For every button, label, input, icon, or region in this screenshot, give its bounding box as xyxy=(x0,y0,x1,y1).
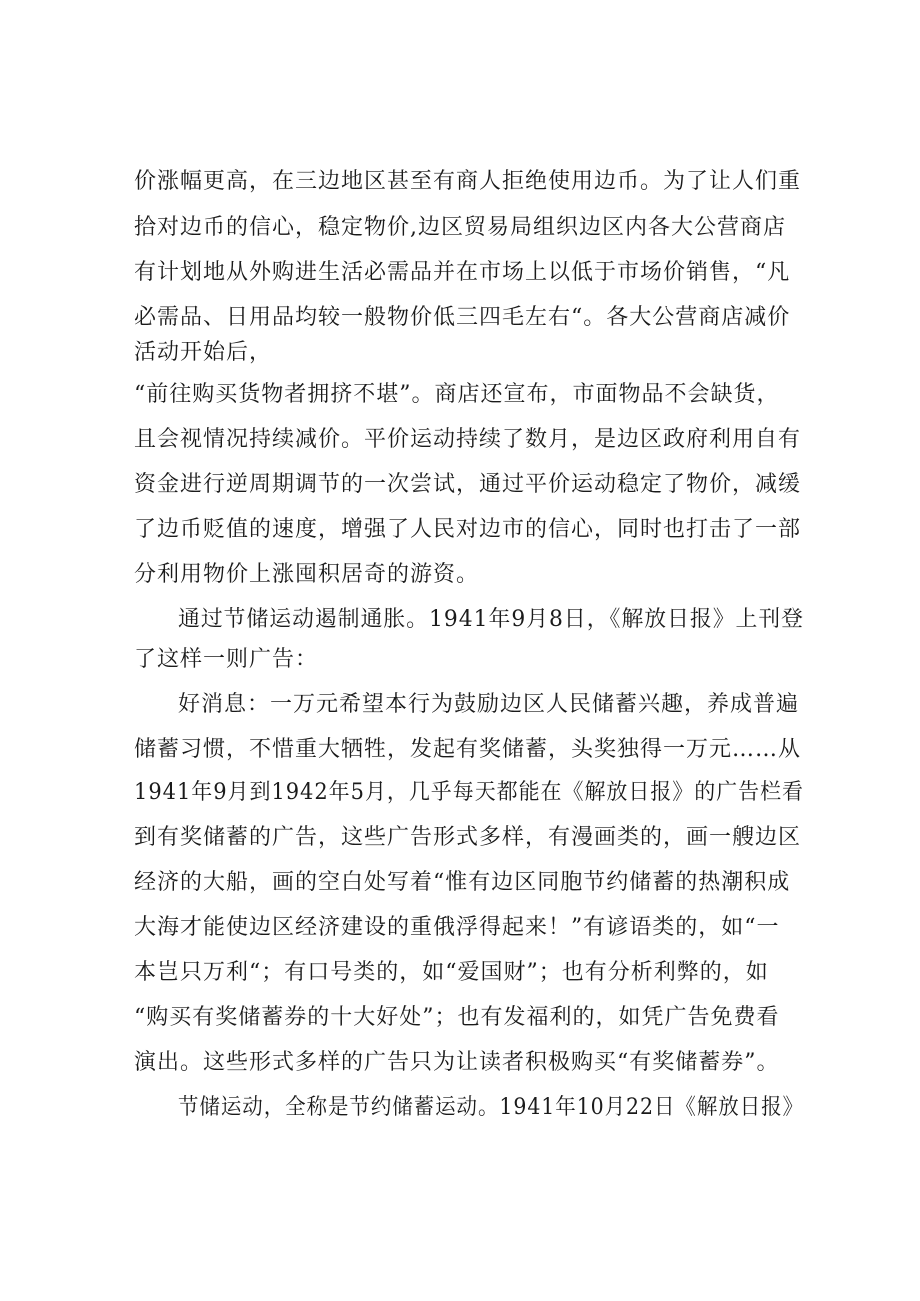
text-line: 经济的大船，画的空白处写着“惟有边区同胞节约储蓄的热潮积成 xyxy=(134,870,791,895)
text-line: “购买有奖储蓄券的十大好处”；也有发福利的，如凭广告免费看 xyxy=(134,1005,780,1030)
paragraph-first-line: 好消息：一万元希望本行为鼓励边区人民储蓄兴趣，养成普遍 xyxy=(178,692,800,717)
text-line: 有计划地从外购进生活必需品并在市场上以低于市场价销售，“凡 xyxy=(134,260,791,285)
text-line: 了这样一则广告： xyxy=(134,647,319,672)
text-line: 分利用物价上涨囤积居奇的游资。 xyxy=(134,562,480,587)
text-line: 价涨幅更高，在三边地区甚至有商人拒绝使用边币。为了让人们重 xyxy=(134,169,802,194)
text-line: 到有奖储蓄的广告，这些广告形式多样，有漫画类的，画一艘边区 xyxy=(134,825,802,850)
text-line: 必需品、日用品均较一般物价低三四毛左右“。各大公营商店减价 xyxy=(134,305,791,330)
paragraph-first-line: 通过节储运动遏制通胀。1941年9月8日，《解放日报》上刊登 xyxy=(178,607,804,632)
text-line: 本岂只万利“；有口号类的，如“爱国财”；也有分析利弊的，如 xyxy=(134,960,769,985)
text-line: 活动开始后， xyxy=(134,340,273,365)
text-line: 拾对边币的信心，稳定物价,边区贸易局组织边区内各大公营商店 xyxy=(134,215,786,240)
paragraph-first-line: 节储运动，全称是节约储蓄运动。1941年10月22日《解放日报》 xyxy=(178,1095,804,1120)
text-line: 且会视情况持续减价。平价运动持续了数月，是边区政府利用自有 xyxy=(134,427,802,452)
text-line: 储蓄习惯，不惜重大牺牲，发起有奖储蓄，头奖独得一万元……从 xyxy=(134,737,802,762)
text-line: 演出。这些形式多样的广告只为让读者积极购买“有奖储蓄券”。 xyxy=(134,1050,780,1075)
text-line: 资金进行逆周期调节的一次尝试，通过平价运动稳定了物价，减缓 xyxy=(134,472,802,497)
text-line: 1941年9月到1942年5月，几乎每天都能在《解放日报》的广告栏看 xyxy=(134,780,804,805)
text-line: “前往购买货物者拥挤不堪”。商店还宣布，市面物品不会缺货， xyxy=(134,382,780,407)
text-line: 大海才能使边区经济建设的重俄浮得起来！”有谚语类的，如“一 xyxy=(134,915,780,940)
text-line: 了边币贬值的速度，增强了人民对边市的信心，同时也打击了一部 xyxy=(134,517,802,542)
